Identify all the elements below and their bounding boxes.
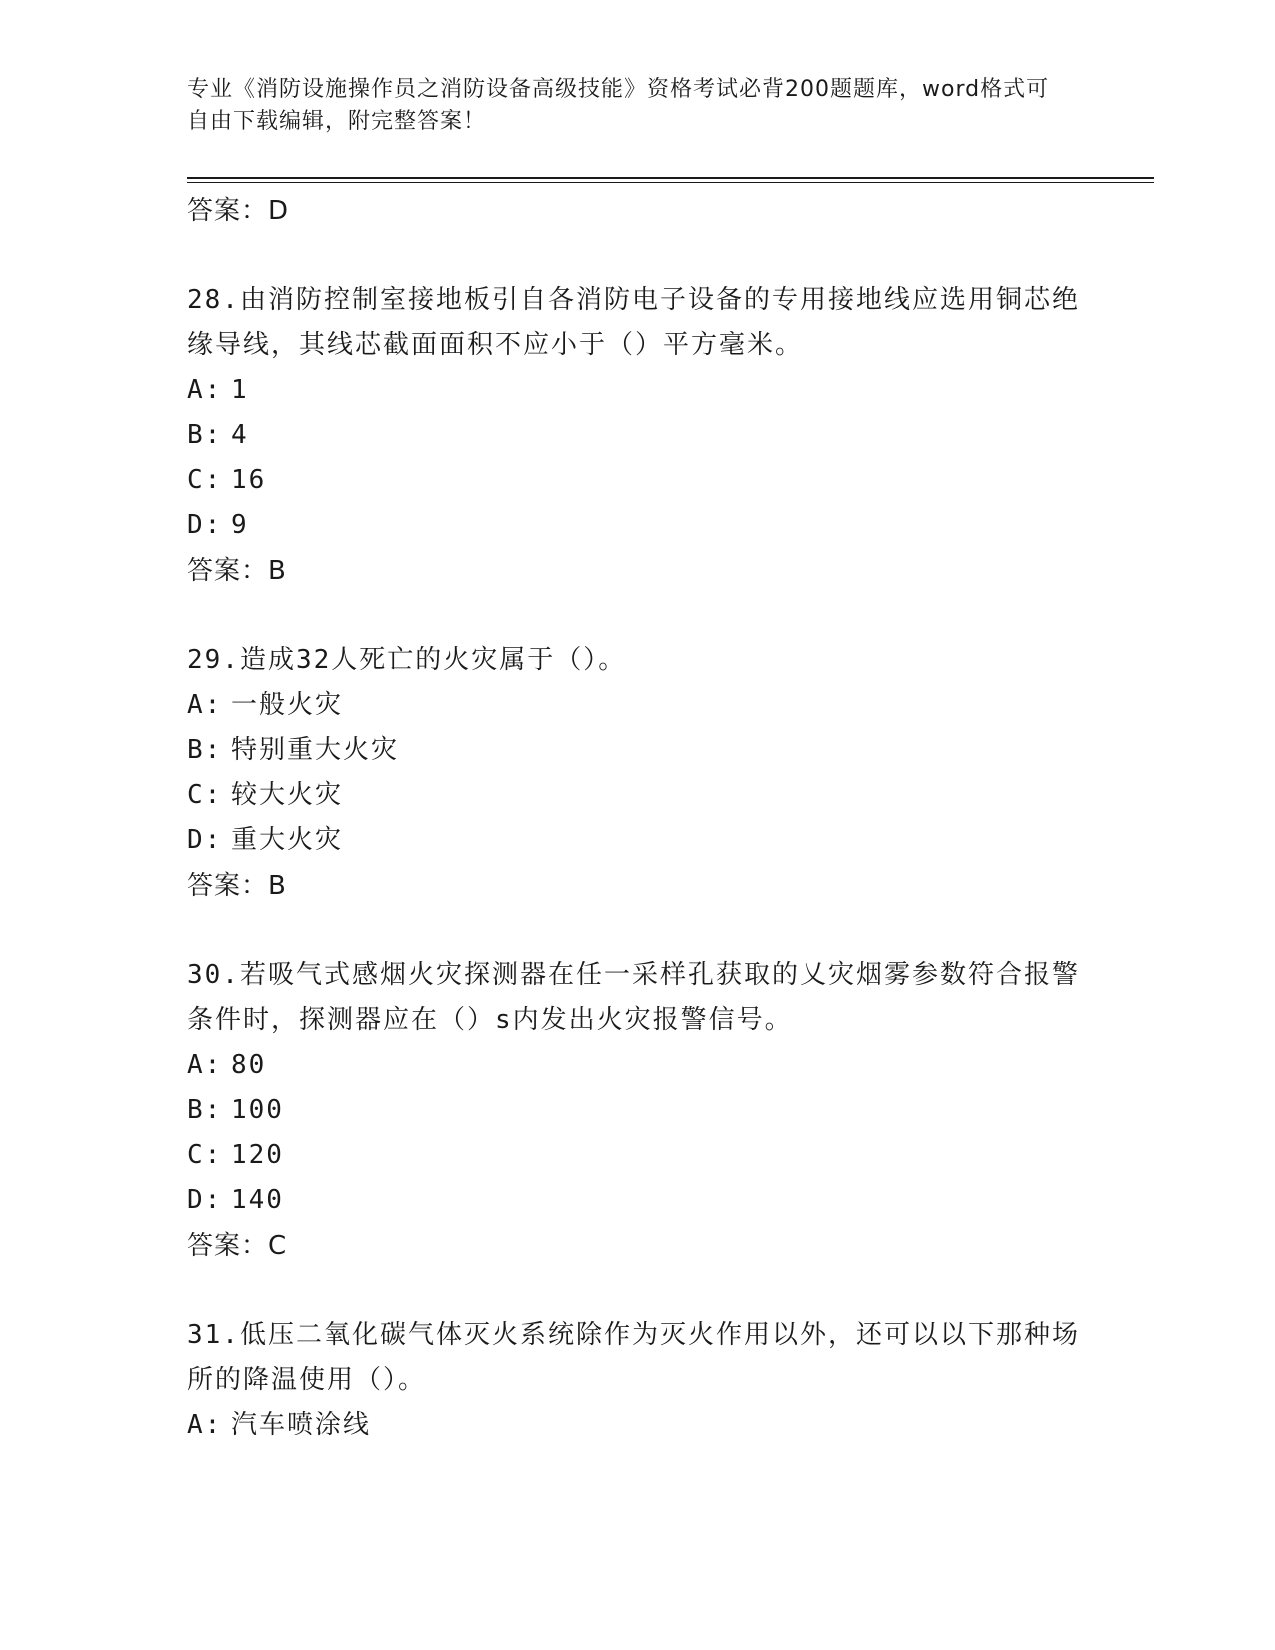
option-text: 80 — [231, 1050, 267, 1080]
answer-line: 答案：C — [187, 1231, 288, 1261]
header-divider — [187, 177, 1154, 179]
option-a — [187, 683, 1087, 728]
option-text: 4 — [231, 420, 249, 450]
question-stem: 31.低压二氧化碳气体灭火系统除作为灭火作用以外，还可以以下那种场所的降温使用（）。 — [187, 1320, 1080, 1395]
question-block — [187, 638, 1087, 909]
option-label: C: — [187, 465, 223, 495]
option-d — [187, 818, 1087, 863]
question-block — [187, 953, 1087, 1269]
option-label: B: — [187, 1095, 223, 1125]
option-label: D: — [187, 510, 223, 540]
option-label: A: — [187, 690, 223, 720]
option-label: D: — [187, 1185, 223, 1215]
previous-answer: 答案：D — [187, 196, 290, 226]
option-label: D: — [187, 825, 223, 855]
option-b — [187, 413, 1087, 458]
option-text: 16 — [231, 465, 267, 495]
option-b — [187, 1088, 1087, 1133]
option-text: 120 — [231, 1140, 284, 1170]
option-c — [187, 458, 1087, 503]
option-label: A: — [187, 1050, 223, 1080]
question-list — [187, 188, 1087, 1448]
option-text: 一般火灾 — [231, 690, 344, 720]
option-text: 特别重大火灾 — [231, 735, 400, 765]
option-d — [187, 503, 1087, 548]
answer-line: 答案：B — [187, 556, 287, 586]
document-header: 专业《消防设施操作员之消防设备高级技能》资格考试必背200题题库，word格式可自由下载编辑，附完整答案！ — [187, 77, 1050, 134]
option-text: 140 — [231, 1185, 284, 1215]
option-label: B: — [187, 420, 223, 450]
option-text: 100 — [231, 1095, 284, 1125]
option-label: C: — [187, 780, 223, 810]
option-text: 9 — [231, 510, 249, 540]
option-a — [187, 1403, 1087, 1448]
option-label: A: — [187, 1410, 223, 1440]
option-text: 1 — [231, 375, 249, 405]
option-a — [187, 1043, 1087, 1088]
answer-line: 答案：B — [187, 871, 287, 901]
option-label: A: — [187, 375, 223, 405]
option-c — [187, 773, 1087, 818]
question-stem: 28.由消防控制室接地板引自各消防电子设备的专用接地线应选用铜芯绝缘导线，其线芯截面面积不应小于（）平方毫米。 — [187, 285, 1080, 360]
option-label: C: — [187, 1140, 223, 1170]
header-divider-thin — [187, 182, 1154, 183]
question-stem: 29.造成32人死亡的火灾属于（）。 — [187, 645, 627, 675]
option-text: 汽车喷涂线 — [231, 1410, 372, 1440]
question-stem: 30.若吸气式感烟火灾探测器在任一采样孔获取的乂灾烟雾参数符合报警条件时，探测器应在（）s内发出火灾报警信号。 — [187, 960, 1080, 1035]
option-d — [187, 1178, 1087, 1223]
option-label: B: — [187, 735, 223, 765]
option-text: 重大火灾 — [231, 825, 344, 855]
option-text: 较大火灾 — [231, 780, 344, 810]
option-c — [187, 1133, 1087, 1178]
option-a — [187, 368, 1087, 413]
question-block — [187, 1313, 1087, 1448]
option-b — [187, 728, 1087, 773]
question-block — [187, 278, 1087, 594]
